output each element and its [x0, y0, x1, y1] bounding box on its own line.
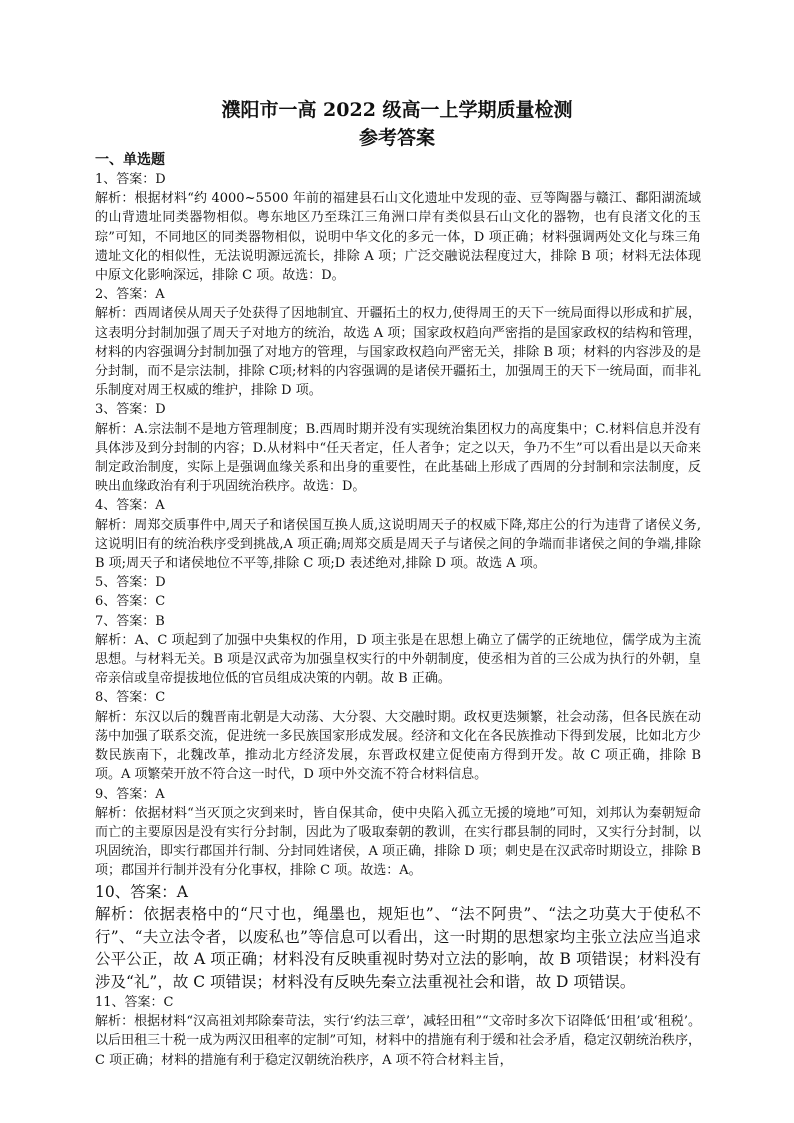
question-1 [95, 170, 701, 285]
section-heading: 一、单选题 [95, 152, 165, 168]
question-6 [95, 592, 701, 611]
question-2 [95, 285, 701, 400]
question-9 [95, 785, 701, 881]
document-subtitle: 参考答案 [358, 127, 435, 149]
answer-line: 3、答案：D [95, 402, 166, 418]
question-5 [95, 573, 701, 592]
explanation: 解析：东汉以后的魏晋南北朝是大动荡、大分裂、大交融时期。政权更迭频繁，社会动荡，但各民族在动荡中加强了联系交流，促进统一多民族国家形成发展。经济和文化在各民族推动下得到发展，比如北方少数民族南下，北魏改革，推动北方经济发展，东晋政权建立促使南方得到开发。故 C 项正确，排除 B 项。A 项繁荣开放不符合这一时代，D 项中外交流不符合材料信息。 [95, 709, 701, 783]
answer-content [95, 150, 701, 1070]
question-11 [95, 993, 701, 1070]
answer-line: 10、答案：A [95, 882, 188, 901]
explanation: 解析：A、C 项起到了加强中央集权的作用，D 项主张是在思想上确立了儒学的正统地位，儒学成为主流思想。与材料无关。B 项是汉武帝为加强皇权实行的中外朝制度，使丞相为首的三公成为执行的外朝，皇帝亲信或皇帝提拔地位低的官员组成决策的内朝。故 B 正确。 [95, 632, 701, 687]
question-7 [95, 612, 701, 689]
explanation: 解析：西周诸侯从周天子处获得了因地制宜、开疆拓土的权力,使得周王的天下一统局面得以形成和扩展，这表明分封制加强了周天子对地方的统治，故选 A 项；国家政权趋向严密指的是国家政权的结构和管理，材料的内容强调分封制加强了对地方的管理，与国家政权趋向严密无关，排除 B 项；材料的内容涉及的是分封制，而不是宗法制，排除 C项;材料的内容强调的是诸侯开疆拓土，加强周王的天下一统局面，而非礼乐制度对周王权威的维护，排除 D 项。 [95, 306, 701, 399]
answer-line: 4、答案：A [95, 498, 165, 514]
answer-line: 11、答案：C [95, 995, 174, 1011]
question-10 [95, 881, 701, 994]
explanation: 解析：根据材料“汉高祖刘邦除秦苛法，实行‘约法三章’，减轻田租”“文帝时多次下诏降低‘田租’或‘租税’。以后田租三十税一成为两汉田租率的定制”可知，材料中的措施有利于缓和社会矛盾，稳定汉朝统治秩序，C 项正确；材料的措施有利于稳定汉朝统治秩序，A 项不符合材料主旨， [95, 1014, 701, 1068]
answer-line: 7、答案：B [95, 613, 165, 629]
answer-line: 6、答案：C [95, 594, 166, 610]
explanation: 解析：A.宗法制不是地方管理制度；B.西周时期并没有实现统治集团权力的高度集中；C.材料信息并没有具体涉及到分封制的内容；D.从材料中“任天者定，任人者争；定之以天，争乃不生”可以看出是以天命来制定政治制度，实际上是强调血缘关系和出身的重要性，在此基础上形成了西周的分封制和宗法制度，反映出血缘政治有利于巩固统治秩序。故选：D。 [95, 421, 701, 495]
explanation: 解析：根据材料“约 4000~5500 年前的福建县石山文化遗址中发现的壶、豆等陶器与赣江、鄱阳湖流域的山背遗址同类器物相似。粤东地区乃至珠江三角洲口岸有类似县石山文化的器物，也有良渚文化的玉琮”可知，不同地区的同类器物相似，说明中华文化的多元一体，D 项正确；材料强调两处文化与珠三角遗址文化的相似性，无法说明源远流长，排除 A 项；广泛交融说法程度过大，排除 B 项；材料无法体现中原文化影响深远，排除 C 项。故选：D。 [95, 191, 701, 284]
question-8 [95, 688, 701, 784]
answer-line: 2、答案：A [95, 287, 165, 303]
explanation: 解析：依据表格中的“尺寸也，绳墨也，规矩也”、“法不阿贵”、“法之功莫大于使私不行”、“夫立法令者，以废私也”等信息可以看出，这一时期的思想家均主张立法应当追求公平公正，故 A 项正确；材料没有反映重视时势对立法的影响，故 B 项错误；材料没有涉及“礼”，故 C 项错误；材料没有反映先秦立法重视社会和谐，故 D 项错误。 [95, 905, 701, 991]
answer-line: 1、答案：D [95, 172, 166, 187]
document-title: 濮阳市一高 2022 级高一上学期质量检测 [221, 99, 573, 121]
answer-line: 5、答案：D [95, 575, 166, 591]
explanation: 解析：周郑交质事件中,周天子和诸侯国互换人质,这说明周天子的权威下降,郑庄公的行为违背了诸侯义务,这说明旧有的统治秩序受到挑战,A 项正确;周郑交质是周天子与诸侯之间的争端而非诸侯之间的争端,排除 B 项;周天子和诸侯地位不平等,排除 C 项;D 表述绝对,排除 D 项。故选 A 项。 [95, 517, 701, 572]
question-3 [95, 400, 701, 496]
explanation: 解析：依据材料“当灭顶之灾到来时，皆自保其命，使中央陷入孤立无援的境地”可知，刘邦认为秦朝短命而亡的主要原因是没有实行分封制，因此为了吸取秦朝的教训，在实行郡县制的同时，又实行分封制，以巩固统治，即实行郡国并行制、分封同姓诸侯，A 项正确，排除 D 项；刺史是在汉武帝时期设立，排除 B 项；郡国并行制并没有分化事权，排除 C 项。故选：A。 [95, 805, 701, 879]
answer-line: 8、答案：C [95, 690, 166, 706]
question-4 [95, 496, 701, 573]
answer-line: 9、答案：A [95, 786, 165, 802]
title-block [0, 96, 794, 152]
